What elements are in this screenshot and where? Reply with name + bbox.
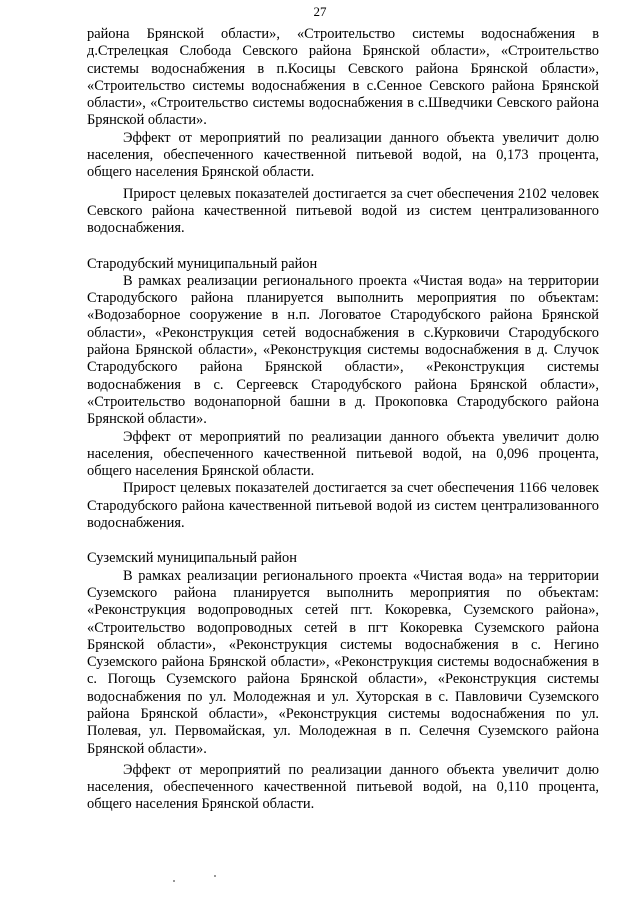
- paragraph-suzemsky-effect: Эффект от мероприятий по реализации данного объекта увеличит долю населения, обеспеченного качественной питьевой водой, на 0,110 процента, общего населения Брянской области.: [87, 761, 599, 813]
- section-spacer: [87, 238, 599, 256]
- document-body: [87, 26, 599, 814]
- paragraph-sevsky-growth: Прирост целевых показателей достигается за счет обеспечения 2102 человек Севского района качественной питьевой водой из систем централизованного водоснабжения.: [87, 185, 599, 237]
- paragraph-sevsky-effect: Эффект от мероприятий по реализации данного объекта увеличит долю населения, обеспеченного качественной питьевой водой, на 0,173 процента, общего населения Брянской области.: [87, 129, 599, 181]
- paragraph-sevsky-objects-continued: района Брянской области», «Строительство системы водоснабжения в д.Стрелецкая Слобода Севского района Брянской области», «Строительство системы водоснабжения в п.Косицы Севского района Брянской области», «Строительство системы водоснабжения в с.Сенное Севского района Брянской области», «Строительство системы водоснабжения в с.Шведчики Севского района Брянской области».: [87, 26, 599, 129]
- paragraph-starodubsky-growth: Прирост целевых показателей достигается за счет обеспечения 1166 человек Стародубского района качественной питьевой водой из систем централизованного водоснабжения.: [87, 480, 599, 532]
- page-number: 27: [313, 4, 327, 19]
- paragraph-starodubsky-objects: В рамках реализации регионального проекта «Чистая вода» на территории Стародубского района планируется выполнить мероприятия по объектам: «Водозаборное сооружение в н.п. Логоватое Стародубского района Брянской области», «Реконструкция сетей водоснабжения в с.Курковичи Стародубского района Брянской области», «Реконструкция системы водоснабжения в д. Случок Стародубского района Брянской области», «Реконструкция системы водоснабжения в с. Сергеевск Стародубского района Брянской области», «Строительство водонапорной башни в д. Прокоповка Стародубского района Брянской области».: [87, 272, 599, 428]
- section-heading-suzemsky: Суземский муниципальный район: [87, 550, 297, 567]
- paragraph-suzemsky-objects: В рамках реализации регионального проекта «Чистая вода» на территории Суземского района планируется выполнить мероприятия по объектам: «Реконструкция водопроводных сетей пгт. Кокоревка, Суземского района», «Строительство водопроводных сетей в пгт Кокоревка Суземского района Брянской области», «Реконструкция системы водоснабжения в с. Негино Суземского района Брянской области», «Реконструкция системы водоснабжения в с. Погощь Суземского района Брянской области», «Реконструкция системы водоснабжения по ул. Молодежная и ул. Хуторская в с. Павловичи Суземского района Брянской области», «Реконструкция системы водоснабжения по ул. Полевая, ул. Первомайская, ул. Молодежная в п. Селечня Суземского района Брянской области».: [87, 567, 599, 757]
- section-spacer: [87, 532, 599, 550]
- scan-artifact: [214, 875, 216, 877]
- paragraph-starodubsky-effect: Эффект от мероприятий по реализации данного объекта увеличит долю населения, обеспеченного качественной питьевой водой, на 0,096 процента, общего населения Брянской области.: [87, 428, 599, 480]
- scan-artifact: [173, 880, 175, 882]
- section-heading-starodubsky: Стародубский муниципальный район: [87, 255, 318, 272]
